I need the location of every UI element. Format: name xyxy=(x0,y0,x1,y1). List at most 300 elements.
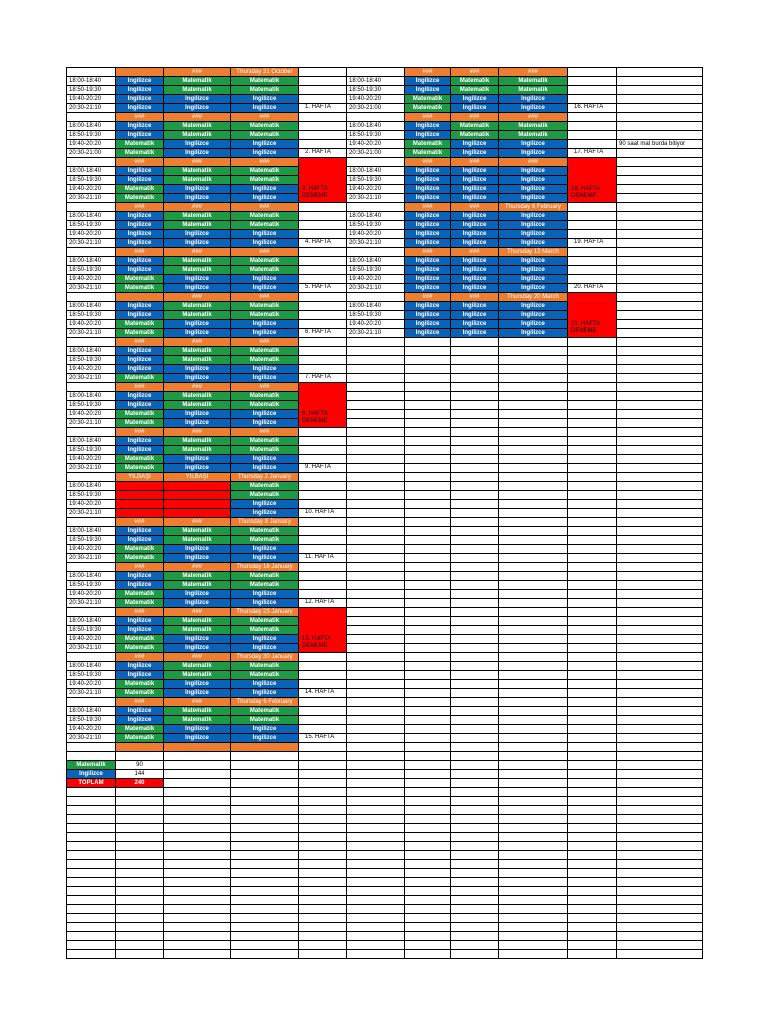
deneme-label: DENEME xyxy=(571,328,597,335)
week-header-cell xyxy=(116,293,163,301)
matematik-cell: Matematik xyxy=(231,626,298,634)
grid-line xyxy=(66,949,702,950)
week-header-cell: ### xyxy=(231,113,298,121)
week-header-cell: ### xyxy=(405,203,450,211)
matematik-cell: Matematik xyxy=(164,302,230,310)
week-number: 16 xyxy=(574,104,581,110)
time-slot: 18:50-19:30 xyxy=(69,312,102,318)
ingilizce-cell: İngilizce xyxy=(451,311,498,319)
matematik-cell: Matematik xyxy=(116,149,163,157)
time-slot: 18:50-19:30 xyxy=(69,627,102,633)
ingilizce-cell: İngilizce xyxy=(116,302,163,310)
matematik-cell: Matematik xyxy=(116,590,163,598)
week-number: 17 xyxy=(574,149,581,155)
time-slot: 19:40-20:20 xyxy=(69,96,102,102)
time-slot: 19:40-20:20 xyxy=(349,186,382,192)
time-slot: 20:30-21:00 xyxy=(349,105,382,111)
week-header-cell: ### xyxy=(451,113,498,121)
ingilizce-cell: İngilizce xyxy=(451,185,498,193)
week-header-cell xyxy=(231,743,298,751)
ingilizce-cell: İngilizce xyxy=(405,302,450,310)
matematik-cell: Matematik xyxy=(116,194,163,202)
time-slot: 20:30-21:10 xyxy=(69,600,102,606)
grid-line xyxy=(66,796,702,797)
ingilizce-cell: İngilizce xyxy=(116,446,163,454)
week-header-cell: ### xyxy=(451,248,498,256)
grid-line xyxy=(66,913,702,914)
matematik-cell: Matematik xyxy=(451,122,498,130)
matematik-cell: Matematik xyxy=(231,311,298,319)
ingilizce-cell: İngilizce xyxy=(164,230,230,238)
ingilizce-cell: İngilizce xyxy=(116,527,163,535)
ingilizce-cell: İngilizce xyxy=(231,365,298,373)
ingilizce-cell: İngilizce xyxy=(499,104,567,112)
week-number: 9 xyxy=(305,464,309,470)
matematik-cell: Matematik xyxy=(231,707,298,715)
week-header-cell: Thursday 30 January xyxy=(231,653,298,661)
holiday-cell xyxy=(164,509,230,517)
week-header-cell: ### xyxy=(164,113,230,121)
week-label xyxy=(568,203,616,247)
time-slot: 19:40-20:20 xyxy=(349,141,382,147)
matematik-cell: Matematik xyxy=(164,176,230,184)
grid-line xyxy=(66,751,702,752)
time-slot: 18:00-18:40 xyxy=(349,213,382,219)
week-header-cell: ### xyxy=(164,653,230,661)
ingilizce-cell: İngilizce xyxy=(231,464,298,472)
ingilizce-cell: İngilizce xyxy=(451,194,498,202)
matematik-cell: Matematik xyxy=(164,77,230,85)
week-header-cell: ### xyxy=(164,428,230,436)
ingilizce-cell: İngilizce xyxy=(405,275,450,283)
holiday-cell xyxy=(116,500,163,508)
ingilizce-cell: İngilizce xyxy=(164,185,230,193)
time-slot: 18:50-19:30 xyxy=(349,312,382,318)
matematik-cell: Matematik xyxy=(116,680,163,688)
ingilizce-cell: İngilizce xyxy=(231,545,298,553)
week-number: 10 xyxy=(305,509,312,515)
time-slot: 18:00-18:40 xyxy=(69,528,102,534)
week-label xyxy=(568,158,616,202)
ingilizce-cell: İngilizce xyxy=(231,149,298,157)
time-slot: 20:30-21:10 xyxy=(349,285,382,291)
matematik-cell: Matematik xyxy=(164,122,230,130)
ingilizce-cell: İngilizce xyxy=(116,239,163,247)
week-suffix: . HAFTA xyxy=(308,149,331,155)
week-header-cell: ### xyxy=(116,338,163,346)
time-slot: 19:40-20:20 xyxy=(69,186,102,192)
ingilizce-cell: İngilizce xyxy=(499,239,567,247)
ingilizce-cell: İngilizce xyxy=(499,266,567,274)
grid-line xyxy=(66,787,702,788)
ingilizce-cell: İngilizce xyxy=(231,500,298,508)
time-slot: 20:30-21:10 xyxy=(69,375,102,381)
time-slot: 19:40-20:20 xyxy=(69,501,102,507)
note-text: 90 saat mat burda bitiyor xyxy=(619,141,686,147)
ingilizce-cell: İngilizce xyxy=(231,374,298,382)
holiday-cell xyxy=(164,482,230,490)
time-slot: 19:40-20:20 xyxy=(69,411,102,417)
ingilizce-cell: İngilizce xyxy=(164,275,230,283)
ingilizce-cell: İngilizce xyxy=(116,581,163,589)
time-slot: 19:40-20:20 xyxy=(69,546,102,552)
ingilizce-cell: İngilizce xyxy=(231,194,298,202)
grid-line xyxy=(66,904,702,905)
ingilizce-cell: İngilizce xyxy=(451,302,498,310)
summary-value: 144 xyxy=(134,771,145,777)
week-header-cell: ### xyxy=(116,698,163,706)
ingilizce-cell: İngilizce xyxy=(116,707,163,715)
time-slot: 18:50-19:30 xyxy=(349,87,382,93)
week-header-cell: ### xyxy=(499,68,567,76)
summary-value: 90 xyxy=(136,762,143,768)
week-label xyxy=(299,428,346,472)
grid-line xyxy=(66,823,702,824)
matematik-cell: Matematik xyxy=(231,167,298,175)
time-slot: 20:30-21:10 xyxy=(349,330,382,336)
matematik-cell: Matematik xyxy=(231,617,298,625)
deneme-label: DENEME xyxy=(302,643,328,650)
week-number: 14 xyxy=(305,689,312,695)
ingilizce-cell: İngilizce xyxy=(164,554,230,562)
grid-line xyxy=(66,868,702,869)
ingilizce-cell: İngilizce xyxy=(231,554,298,562)
matematik-cell: Matematik xyxy=(164,662,230,670)
week-suffix: . HAFTA xyxy=(311,689,335,695)
matematik-cell: Matematik xyxy=(405,149,450,157)
ingilizce-cell: İngilizce xyxy=(231,734,298,742)
holiday-cell xyxy=(116,482,163,490)
matematik-cell: Matematik xyxy=(164,347,230,355)
week-header-cell: Thursday 20 March xyxy=(499,293,567,301)
ingilizce-cell: İngilizce xyxy=(499,311,567,319)
time-slot: 20:30-21:10 xyxy=(69,645,102,651)
time-slot: 20:30-21:10 xyxy=(69,195,102,201)
matematik-cell: Matematik xyxy=(164,167,230,175)
ingilizce-cell: İngilizce xyxy=(164,455,230,463)
week-header-cell: ### xyxy=(116,428,163,436)
week-suffix: . HAFTA xyxy=(308,464,331,470)
week-header-cell: ### xyxy=(405,113,450,121)
time-slot: 18:00-18:40 xyxy=(349,168,382,174)
ingilizce-cell: İngilizce xyxy=(499,320,567,328)
grid-line xyxy=(66,895,702,896)
ingilizce-cell: İngilizce xyxy=(116,347,163,355)
week-header-cell: Thursday 9 January xyxy=(231,518,298,526)
ingilizce-cell: İngilizce xyxy=(451,176,498,184)
grid-line xyxy=(66,832,702,833)
week-header-cell: Thursday 23 January xyxy=(231,608,298,616)
week-header-cell: ### xyxy=(231,248,298,256)
matematik-cell: Matematik xyxy=(164,707,230,715)
ingilizce-cell: İngilizce xyxy=(116,230,163,238)
week-label xyxy=(299,113,346,157)
matematik-cell: Matematik xyxy=(164,626,230,634)
matematik-cell: Matematik xyxy=(164,572,230,580)
matematik-cell: Matematik xyxy=(499,122,567,130)
matematik-cell: Matematik xyxy=(164,257,230,265)
matematik-cell: Matematik xyxy=(405,140,450,148)
ingilizce-cell: İngilizce xyxy=(231,509,298,517)
grid-line xyxy=(66,958,702,959)
ingilizce-cell: İngilizce xyxy=(451,320,498,328)
week-label xyxy=(299,68,346,112)
week-header-cell xyxy=(116,68,163,76)
ingilizce-cell: İngilizce xyxy=(231,419,298,427)
time-slot: 18:00-18:40 xyxy=(69,708,102,714)
summary-label: Matematik xyxy=(67,761,115,769)
week-header-cell: ### xyxy=(116,563,163,571)
time-slot: 20:30-21:10 xyxy=(69,240,102,246)
time-slot: 20:30-21:00 xyxy=(69,150,102,156)
week-number: 3 xyxy=(302,186,306,193)
matematik-cell: Matematik xyxy=(164,617,230,625)
week-header-cell: ### xyxy=(116,608,163,616)
ingilizce-cell: İngilizce xyxy=(164,419,230,427)
week-header-cell: ### xyxy=(116,203,163,211)
week-header-cell: ### xyxy=(164,338,230,346)
week-label xyxy=(299,383,346,427)
ingilizce-cell: İngilizce xyxy=(405,239,450,247)
week-header-cell: ### xyxy=(164,248,230,256)
week-suffix: . HAFTA xyxy=(305,186,328,193)
time-slot: 18:00-18:40 xyxy=(349,258,382,264)
ingilizce-cell: İngilizce xyxy=(499,140,567,148)
deneme-label: DENEME xyxy=(302,418,328,425)
ingilizce-cell: İngilizce xyxy=(499,275,567,283)
time-slot: 18:00-18:40 xyxy=(69,618,102,624)
week-label xyxy=(299,338,346,382)
time-slot: 18:50-19:30 xyxy=(69,357,102,363)
matematik-cell: Matematik xyxy=(231,176,298,184)
ingilizce-cell: İngilizce xyxy=(405,185,450,193)
ingilizce-cell: İngilizce xyxy=(164,725,230,733)
matematik-cell: Matematik xyxy=(499,86,567,94)
ingilizce-cell: İngilizce xyxy=(499,167,567,175)
matematik-cell: Matematik xyxy=(451,86,498,94)
week-label xyxy=(299,158,346,202)
ingilizce-cell: İngilizce xyxy=(164,599,230,607)
time-slot: 18:50-19:30 xyxy=(69,177,102,183)
matematik-cell: Matematik xyxy=(405,95,450,103)
ingilizce-cell: İngilizce xyxy=(116,311,163,319)
ingilizce-cell: İngilizce xyxy=(116,536,163,544)
matematik-cell: Matematik xyxy=(116,140,163,148)
ingilizce-cell: İngilizce xyxy=(499,95,567,103)
week-suffix: . HAFTA xyxy=(311,509,335,515)
ingilizce-cell: İngilizce xyxy=(164,590,230,598)
ingilizce-cell: İngilizce xyxy=(405,284,450,292)
week-header-cell: ### xyxy=(116,113,163,121)
time-slot: 18:00-18:40 xyxy=(69,78,102,84)
ingilizce-cell: İngilizce xyxy=(499,221,567,229)
time-slot: 20:30-21:10 xyxy=(69,735,102,741)
ingilizce-cell: İngilizce xyxy=(116,671,163,679)
time-slot: 20:30-21:10 xyxy=(349,195,382,201)
ingilizce-cell: İngilizce xyxy=(499,176,567,184)
time-slot: 20:30-21:10 xyxy=(349,240,382,246)
matematik-cell: Matematik xyxy=(116,329,163,337)
week-header-cell: ### xyxy=(164,698,230,706)
week-header-cell: ### xyxy=(405,248,450,256)
matematik-cell: Matematik xyxy=(116,419,163,427)
week-header-cell: ### xyxy=(164,158,230,166)
ingilizce-cell: İngilizce xyxy=(116,104,163,112)
week-suffix: . HAFTA xyxy=(580,104,604,110)
week-header-cell xyxy=(116,743,163,751)
matematik-cell: Matematik xyxy=(231,221,298,229)
ingilizce-cell: İngilizce xyxy=(116,122,163,130)
ingilizce-cell: İngilizce xyxy=(116,572,163,580)
week-suffix: . HAFTA xyxy=(580,149,604,155)
week-number: 19 xyxy=(574,239,581,245)
matematik-cell: Matematik xyxy=(231,356,298,364)
ingilizce-cell: İngilizce xyxy=(405,230,450,238)
matematik-cell: Matematik xyxy=(116,320,163,328)
ingilizce-cell: İngilizce xyxy=(164,680,230,688)
grid-line xyxy=(66,931,702,932)
grid-line xyxy=(66,859,702,860)
ingilizce-cell: İngilizce xyxy=(405,131,450,139)
holiday-cell xyxy=(164,500,230,508)
ingilizce-cell: İngilizce xyxy=(231,185,298,193)
ingilizce-cell: İngilizce xyxy=(499,302,567,310)
week-header-cell: Thursday 16 January xyxy=(231,563,298,571)
time-slot: 18:00-18:40 xyxy=(69,123,102,129)
week-header-cell: Thursday 31 October xyxy=(231,68,298,76)
time-slot: 18:50-19:30 xyxy=(69,537,102,543)
week-label xyxy=(568,248,616,292)
time-slot: 19:40-20:20 xyxy=(349,276,382,282)
week-number: 20 xyxy=(574,284,581,290)
week-label xyxy=(299,293,346,337)
grid-line xyxy=(66,886,702,887)
week-number: 11 xyxy=(305,554,312,560)
ingilizce-cell: İngilizce xyxy=(451,239,498,247)
ingilizce-cell: İngilizce xyxy=(499,284,567,292)
time-slot: 18:00-18:40 xyxy=(69,303,102,309)
deneme-label: DENEME xyxy=(571,193,597,200)
week-header-cell: ### xyxy=(116,158,163,166)
time-slot: 18:50-19:30 xyxy=(69,717,102,723)
matematik-cell: Matematik xyxy=(116,185,163,193)
ingilizce-cell: İngilizce xyxy=(231,410,298,418)
week-header-cell: ### xyxy=(451,68,498,76)
time-slot: 19:40-20:20 xyxy=(69,366,102,372)
week-suffix: . HAFTA xyxy=(308,329,331,335)
matematik-cell: Matematik xyxy=(231,662,298,670)
ingilizce-cell: İngilizce xyxy=(116,86,163,94)
time-slot: 20:30-21:10 xyxy=(69,285,102,291)
ingilizce-cell: İngilizce xyxy=(231,599,298,607)
matematik-cell: Matematik xyxy=(231,347,298,355)
ingilizce-cell: İngilizce xyxy=(231,644,298,652)
time-slot: 20:30-21:10 xyxy=(69,555,102,561)
ingilizce-cell: İngilizce xyxy=(499,149,567,157)
ingilizce-cell: İngilizce xyxy=(231,104,298,112)
time-slot: 19:40-20:20 xyxy=(69,321,102,327)
matematik-cell: Matematik xyxy=(116,374,163,382)
week-suffix: . HAFTA xyxy=(308,284,331,290)
ingilizce-cell: İngilizce xyxy=(116,437,163,445)
time-slot: 18:50-19:30 xyxy=(69,132,102,138)
week-header-cell: ### xyxy=(231,158,298,166)
time-slot: 18:50-19:30 xyxy=(349,267,382,273)
ingilizce-cell: İngilizce xyxy=(164,140,230,148)
week-number: 13 xyxy=(302,636,309,643)
ingilizce-cell: İngilizce xyxy=(164,284,230,292)
week-header-cell: ### xyxy=(231,383,298,391)
matematik-cell: Matematik xyxy=(164,356,230,364)
time-slot: 18:00-18:40 xyxy=(349,78,382,84)
ingilizce-cell: İngilizce xyxy=(231,140,298,148)
matematik-cell: Matematik xyxy=(231,131,298,139)
week-label xyxy=(299,203,346,247)
week-header-cell xyxy=(164,743,230,751)
ingilizce-cell: İngilizce xyxy=(116,662,163,670)
matematik-cell: Matematik xyxy=(231,257,298,265)
ingilizce-cell: İngilizce xyxy=(116,221,163,229)
week-header-cell: ### xyxy=(231,338,298,346)
matematik-cell: Matematik xyxy=(231,77,298,85)
week-number: 4 xyxy=(305,239,309,245)
ingilizce-cell: İngilizce xyxy=(116,176,163,184)
ingilizce-cell: İngilizce xyxy=(116,212,163,220)
ingilizce-cell: İngilizce xyxy=(499,329,567,337)
week-header-cell: ### xyxy=(231,428,298,436)
holiday-cell xyxy=(116,491,163,499)
matematik-cell: Matematik xyxy=(116,284,163,292)
ingilizce-cell: İngilizce xyxy=(405,266,450,274)
matematik-cell: Matematik xyxy=(164,446,230,454)
week-suffix: . HAFTA xyxy=(311,599,335,605)
matematik-cell: Matematik xyxy=(116,635,163,643)
matematik-cell: Matematik xyxy=(231,446,298,454)
ingilizce-cell: İngilizce xyxy=(164,320,230,328)
ingilizce-cell: İngilizce xyxy=(231,95,298,103)
week-header-cell: ### xyxy=(405,68,450,76)
time-slot: 20:30-21:10 xyxy=(69,105,102,111)
week-header-cell: ### xyxy=(116,383,163,391)
time-slot: 18:50-19:30 xyxy=(69,87,102,93)
time-slot: 18:00-18:40 xyxy=(69,663,102,669)
week-header-cell: ### xyxy=(164,68,230,76)
ingilizce-cell: İngilizce xyxy=(164,635,230,643)
time-slot: 20:30-21:10 xyxy=(69,330,102,336)
ingilizce-cell: İngilizce xyxy=(405,212,450,220)
ingilizce-cell: İngilizce xyxy=(231,329,298,337)
grid-line xyxy=(66,940,702,941)
week-label xyxy=(299,608,346,652)
ingilizce-cell: İngilizce xyxy=(164,464,230,472)
matematik-cell: Matematik xyxy=(231,527,298,535)
summary-label: İngilizce xyxy=(67,770,115,778)
ingilizce-cell: İngilizce xyxy=(164,644,230,652)
week-suffix: . HAFTA xyxy=(580,284,604,290)
grid-line xyxy=(616,67,617,959)
time-slot: 18:50-19:30 xyxy=(349,177,382,183)
week-number: 21 xyxy=(571,321,578,328)
matematik-cell: Matematik xyxy=(116,545,163,553)
time-slot: 20:30-21:10 xyxy=(69,420,102,426)
ingilizce-cell: İngilizce xyxy=(451,212,498,220)
time-slot: 19:40-20:20 xyxy=(69,636,102,642)
matematik-cell: Matematik xyxy=(499,77,567,85)
time-slot: 20:30-21:00 xyxy=(349,150,382,156)
ingilizce-cell: İngilizce xyxy=(231,284,298,292)
time-slot: 18:00-18:40 xyxy=(349,123,382,129)
ingilizce-cell: İngilizce xyxy=(231,689,298,697)
